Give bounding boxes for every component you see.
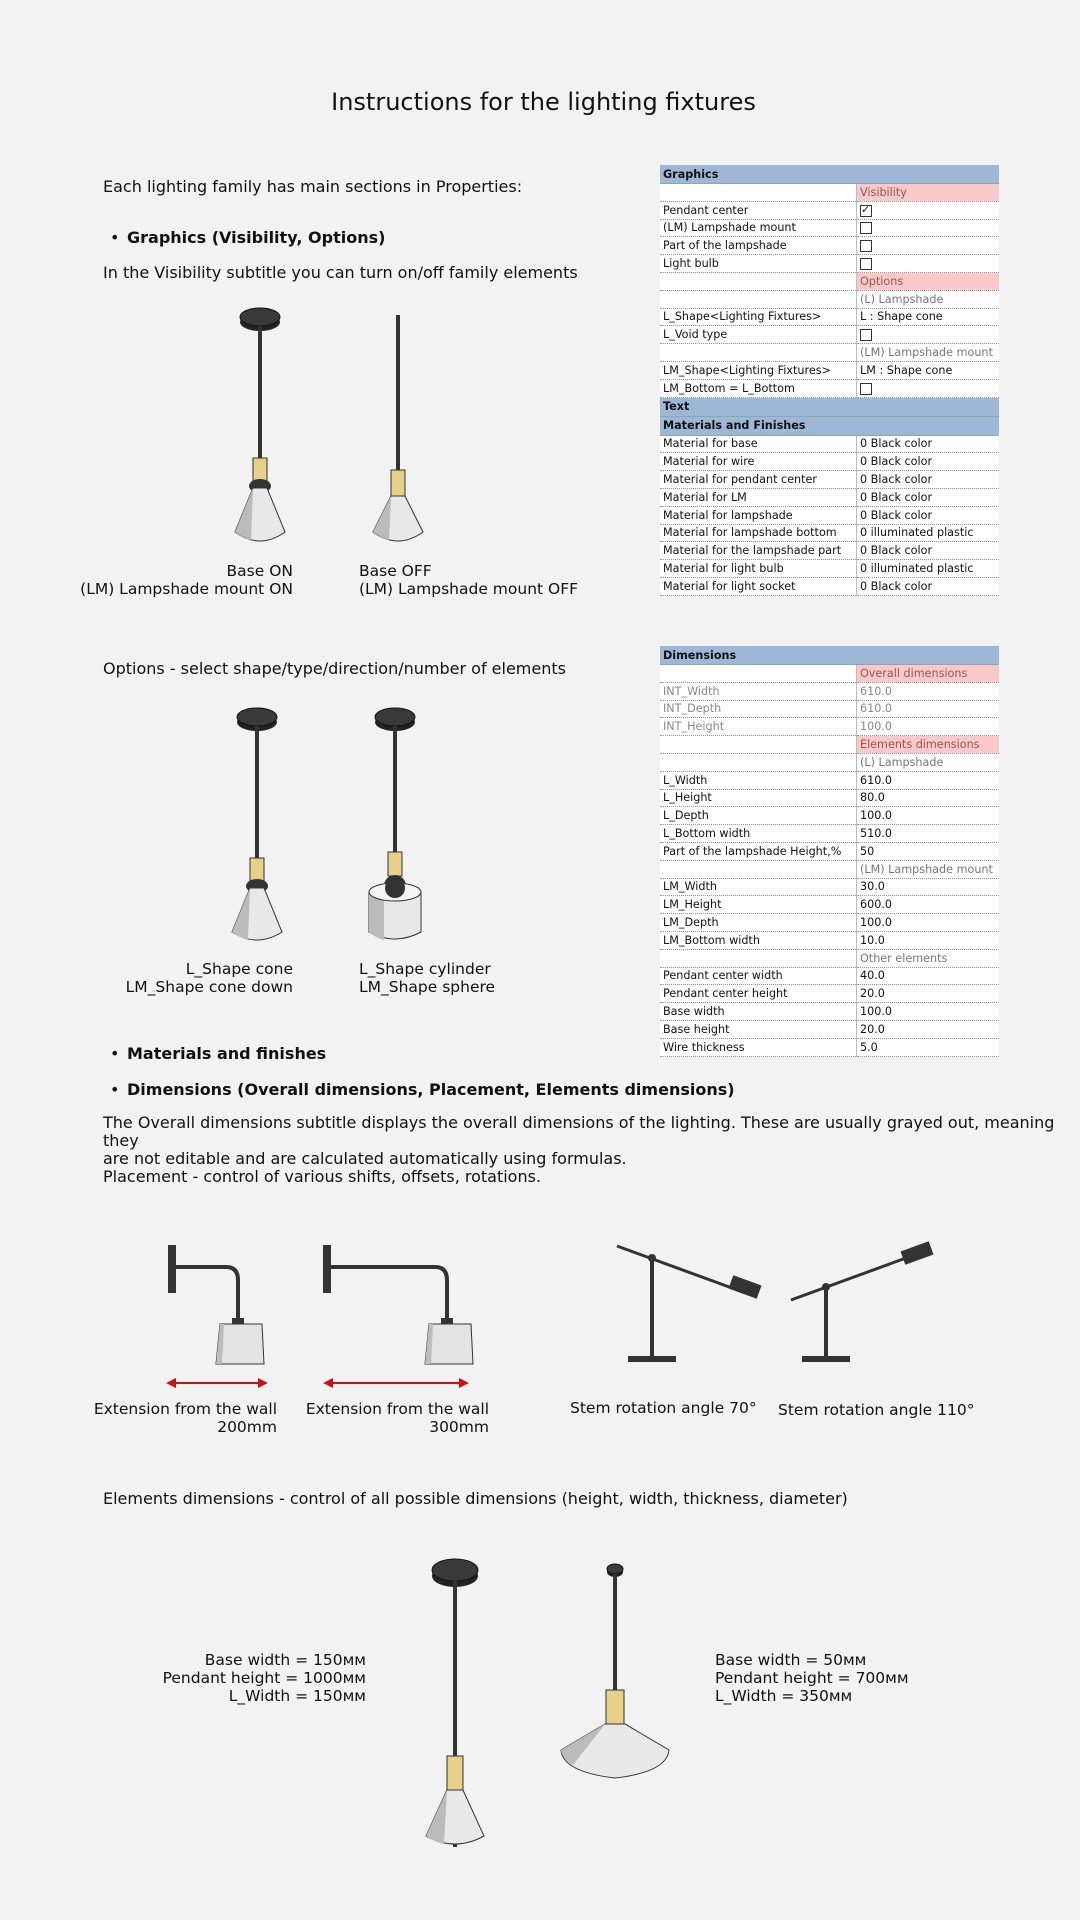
mat-bulb-value[interactable]: 0 illuminated plastic xyxy=(857,560,1000,578)
stem1-caption: Stem rotation angle 70° xyxy=(570,1399,757,1417)
wall1-caption xyxy=(80,1400,277,1436)
prop-mat-wire: Material for wire xyxy=(660,453,857,471)
pendant-lamp-wide xyxy=(555,1560,675,1785)
prop-lm-bottom: LM_Bottom = L_Bottom xyxy=(660,379,857,397)
dimensions-properties-table xyxy=(660,646,999,1057)
pendant-lamp-cylinder xyxy=(360,700,430,945)
pendant-lamp-tall xyxy=(420,1552,490,1847)
prop-part-lampshade: Part of the lampshade xyxy=(660,237,857,255)
right-dims xyxy=(715,1651,909,1705)
pc-width-value[interactable]: 40.0 xyxy=(857,967,1000,985)
lm-width-value[interactable]: 30.0 xyxy=(857,878,1000,896)
prop-l-width: L_Width xyxy=(660,771,857,789)
prop-l-height: L_Height xyxy=(660,789,857,807)
prop-light-bulb: Light bulb xyxy=(660,255,857,273)
prop-part-height: Part of the lampshade Height,% xyxy=(660,842,857,860)
prop-lm-depth: LM_Depth xyxy=(660,914,857,932)
prop-lm-width: LM_Width xyxy=(660,878,857,896)
prop-pc-height: Pendant center height xyxy=(660,985,857,1003)
wall-lamp-300 xyxy=(315,1240,475,1390)
lm-height-value[interactable]: 600.0 xyxy=(857,896,1000,914)
page-title: Instructions for the lighting fixtures xyxy=(331,88,756,116)
lm-shape-value[interactable]: LM : Shape cone xyxy=(857,361,1000,379)
pendant-lamp-base-off xyxy=(363,310,433,545)
prop-lm-height: LM_Height xyxy=(660,896,857,914)
wall1-caption-line2: 200mm xyxy=(217,1418,277,1436)
lm-mount-checkbox[interactable] xyxy=(860,222,872,234)
elements-text: Elements dimensions - control of all possible dimensions (height, width, thickness, diameter) xyxy=(103,1489,848,1508)
prop-mat-lampshade-bottom: Material for lampshade bottom xyxy=(660,524,857,542)
lamp4-caption-line2: LM_Shape sphere xyxy=(359,978,496,996)
stem-lamp-110 xyxy=(786,1238,936,1368)
prop-lm-shape: LM_Shape<Lighting Fixtures> xyxy=(660,361,857,379)
options-text: Options - select shape/type/direction/number of elements xyxy=(103,659,566,678)
mat-lampshade-bottom-value[interactable]: 0 illuminated plastic xyxy=(857,524,1000,542)
l-bottom-width-value[interactable]: 510.0 xyxy=(857,825,1000,843)
stem-lamp-70 xyxy=(612,1238,762,1368)
visibility-text: In the Visibility subtitle you can turn on/off family elements xyxy=(103,263,578,282)
options-subheader: Options xyxy=(857,272,1000,290)
mat-lampshade-part-value[interactable]: 0 Black color xyxy=(857,542,1000,560)
lamp4-caption xyxy=(359,960,495,996)
bullet-graphics: • Graphics (Visibility, Options) xyxy=(127,228,385,247)
base-width-value[interactable]: 100.0 xyxy=(857,1003,1000,1021)
light-bulb-checkbox[interactable] xyxy=(860,258,872,270)
prop-base-height: Base height xyxy=(660,1020,857,1038)
lamp1-caption xyxy=(60,562,293,598)
left-dims-pendant: Pendant height = 1000мм xyxy=(162,1669,366,1687)
graphics-properties-table xyxy=(660,165,999,596)
right-dims-pendant: Pendant height = 700мм xyxy=(715,1669,909,1687)
part-lampshade-checkbox[interactable] xyxy=(860,240,872,252)
right-dims-base: Base width = 50мм xyxy=(715,1651,867,1669)
int-width-value: 610.0 xyxy=(857,682,1000,700)
base-height-value[interactable]: 20.0 xyxy=(857,1020,1000,1038)
lm-bottom-checkbox[interactable] xyxy=(860,383,872,395)
lamp3-caption-line1: L_Shape cone xyxy=(185,960,293,978)
l-lampshade-group: (L) Lampshade xyxy=(857,290,1000,308)
lm-bottom-width-value[interactable]: 10.0 xyxy=(857,931,1000,949)
materials-header[interactable]: Materials and Finishes xyxy=(660,416,999,435)
l-width-value[interactable]: 610.0 xyxy=(857,771,1000,789)
dimensions-header[interactable]: Dimensions xyxy=(660,646,999,665)
dim-lm-mount-group: (LM) Lampshade mount xyxy=(857,860,1000,878)
mat-wire-value[interactable]: 0 Black color xyxy=(857,453,1000,471)
pendant-lamp-cone xyxy=(222,700,292,945)
wire-thickness-value[interactable]: 5.0 xyxy=(857,1038,1000,1056)
prop-mat-lm: Material for LM xyxy=(660,488,857,506)
prop-l-depth: L_Depth xyxy=(660,807,857,825)
dim-l-lampshade-group: (L) Lampshade xyxy=(857,753,1000,771)
wall2-caption xyxy=(300,1400,489,1436)
lm-lampshade-group: (LM) Lampshade mount xyxy=(857,344,1000,362)
mat-pendant-value[interactable]: 0 Black color xyxy=(857,471,1000,489)
stem2-caption: Stem rotation angle 110° xyxy=(778,1401,975,1419)
text-header[interactable]: Text xyxy=(660,397,999,416)
prop-lm-bottom-width: LM_Bottom width xyxy=(660,931,857,949)
prop-int-width: INT_Width xyxy=(660,682,857,700)
prop-wire-thickness: Wire thickness xyxy=(660,1038,857,1056)
graphics-header[interactable]: Graphics xyxy=(660,165,999,184)
bullet-dimensions: • Dimensions (Overall dimensions, Placement, Elements dimensions) xyxy=(127,1080,735,1099)
prop-l-shape: L_Shape<Lighting Fixtures> xyxy=(660,308,857,326)
intro-text: Each lighting family has main sections in Properties: xyxy=(103,177,523,196)
other-elements-group: Other elements xyxy=(857,949,1000,967)
prop-lm-mount: (LM) Lampshade mount xyxy=(660,219,857,237)
visibility-subheader: Visibility xyxy=(857,184,1000,202)
placement-text: Placement - control of various shifts, offsets, rotations. xyxy=(103,1167,542,1186)
wall-lamp-200 xyxy=(160,1240,275,1390)
bullet-materials: • Materials and finishes xyxy=(127,1044,326,1063)
left-dims xyxy=(140,1651,366,1705)
lamp3-caption-line2: LM_Shape cone down xyxy=(125,978,293,996)
lamp2-caption-line2: (LM) Lampshade mount OFF xyxy=(359,580,579,598)
prop-int-height: INT_Height xyxy=(660,718,857,736)
prop-mat-lampshade-part: Material for the lampshade part xyxy=(660,542,857,560)
prop-l-bottom-width: L_Bottom width xyxy=(660,825,857,843)
lamp3-caption xyxy=(60,960,293,996)
lamp1-caption-line2: (LM) Lampshade mount ON xyxy=(80,580,293,598)
mat-lm-value[interactable]: 0 Black color xyxy=(857,488,1000,506)
overall-text xyxy=(103,1114,1080,1168)
left-dims-base: Base width = 150мм xyxy=(204,1651,366,1669)
int-height-value: 100.0 xyxy=(857,718,1000,736)
overall-text-line2: are not editable and are calculated automatically using formulas. xyxy=(103,1149,627,1168)
prop-mat-bulb: Material for light bulb xyxy=(660,560,857,578)
overall-text-line1: The Overall dimensions subtitle displays the overall dimensions of the lighting. These are usually grayed out, meaning they xyxy=(103,1113,1055,1150)
prop-mat-lampshade: Material for lampshade xyxy=(660,506,857,524)
prop-mat-base: Material for base xyxy=(660,435,857,453)
wall2-caption-line2: 300mm xyxy=(429,1418,489,1436)
prop-pendant-center: Pendant center xyxy=(660,201,857,219)
mat-base-value[interactable]: 0 Black color xyxy=(857,435,1000,453)
pc-height-value[interactable]: 20.0 xyxy=(857,985,1000,1003)
lamp2-caption xyxy=(359,562,578,598)
prop-l-void: L_Void type xyxy=(660,326,857,344)
lamp2-caption-line1: Base OFF xyxy=(359,562,432,580)
elements-subheader: Elements dimensions xyxy=(857,736,1000,754)
l-depth-value[interactable]: 100.0 xyxy=(857,807,1000,825)
prop-mat-pendant: Material for pendant center xyxy=(660,471,857,489)
prop-int-depth: INT_Depth xyxy=(660,700,857,718)
right-dims-lwidth: L_Width = 350мм xyxy=(715,1687,853,1705)
mat-socket-value[interactable]: 0 Black color xyxy=(857,577,1000,595)
prop-base-width: Base width xyxy=(660,1003,857,1021)
prop-mat-socket: Material for light socket xyxy=(660,577,857,595)
part-height-value[interactable]: 50 xyxy=(857,842,1000,860)
pendant-lamp-base-on xyxy=(225,300,295,545)
mat-lampshade-value[interactable]: 0 Black color xyxy=(857,506,1000,524)
left-dims-lwidth: L_Width = 150мм xyxy=(228,1687,366,1705)
l-void-checkbox[interactable] xyxy=(860,329,872,341)
int-depth-value: 610.0 xyxy=(857,700,1000,718)
overall-subheader: Overall dimensions xyxy=(857,665,1000,683)
lamp1-caption-line1: Base ON xyxy=(226,562,293,580)
lamp4-caption-line1: L_Shape cylinder xyxy=(359,960,491,978)
prop-pc-width: Pendant center width xyxy=(660,967,857,985)
l-height-value[interactable]: 80.0 xyxy=(857,789,1000,807)
wall2-caption-line1: Extension from the wall xyxy=(305,1400,489,1418)
lm-depth-value[interactable]: 100.0 xyxy=(857,914,1000,932)
pendant-center-checkbox[interactable] xyxy=(860,205,872,217)
l-shape-value[interactable]: L : Shape cone xyxy=(857,308,1000,326)
wall1-caption-line1: Extension from the wall xyxy=(93,1400,277,1418)
